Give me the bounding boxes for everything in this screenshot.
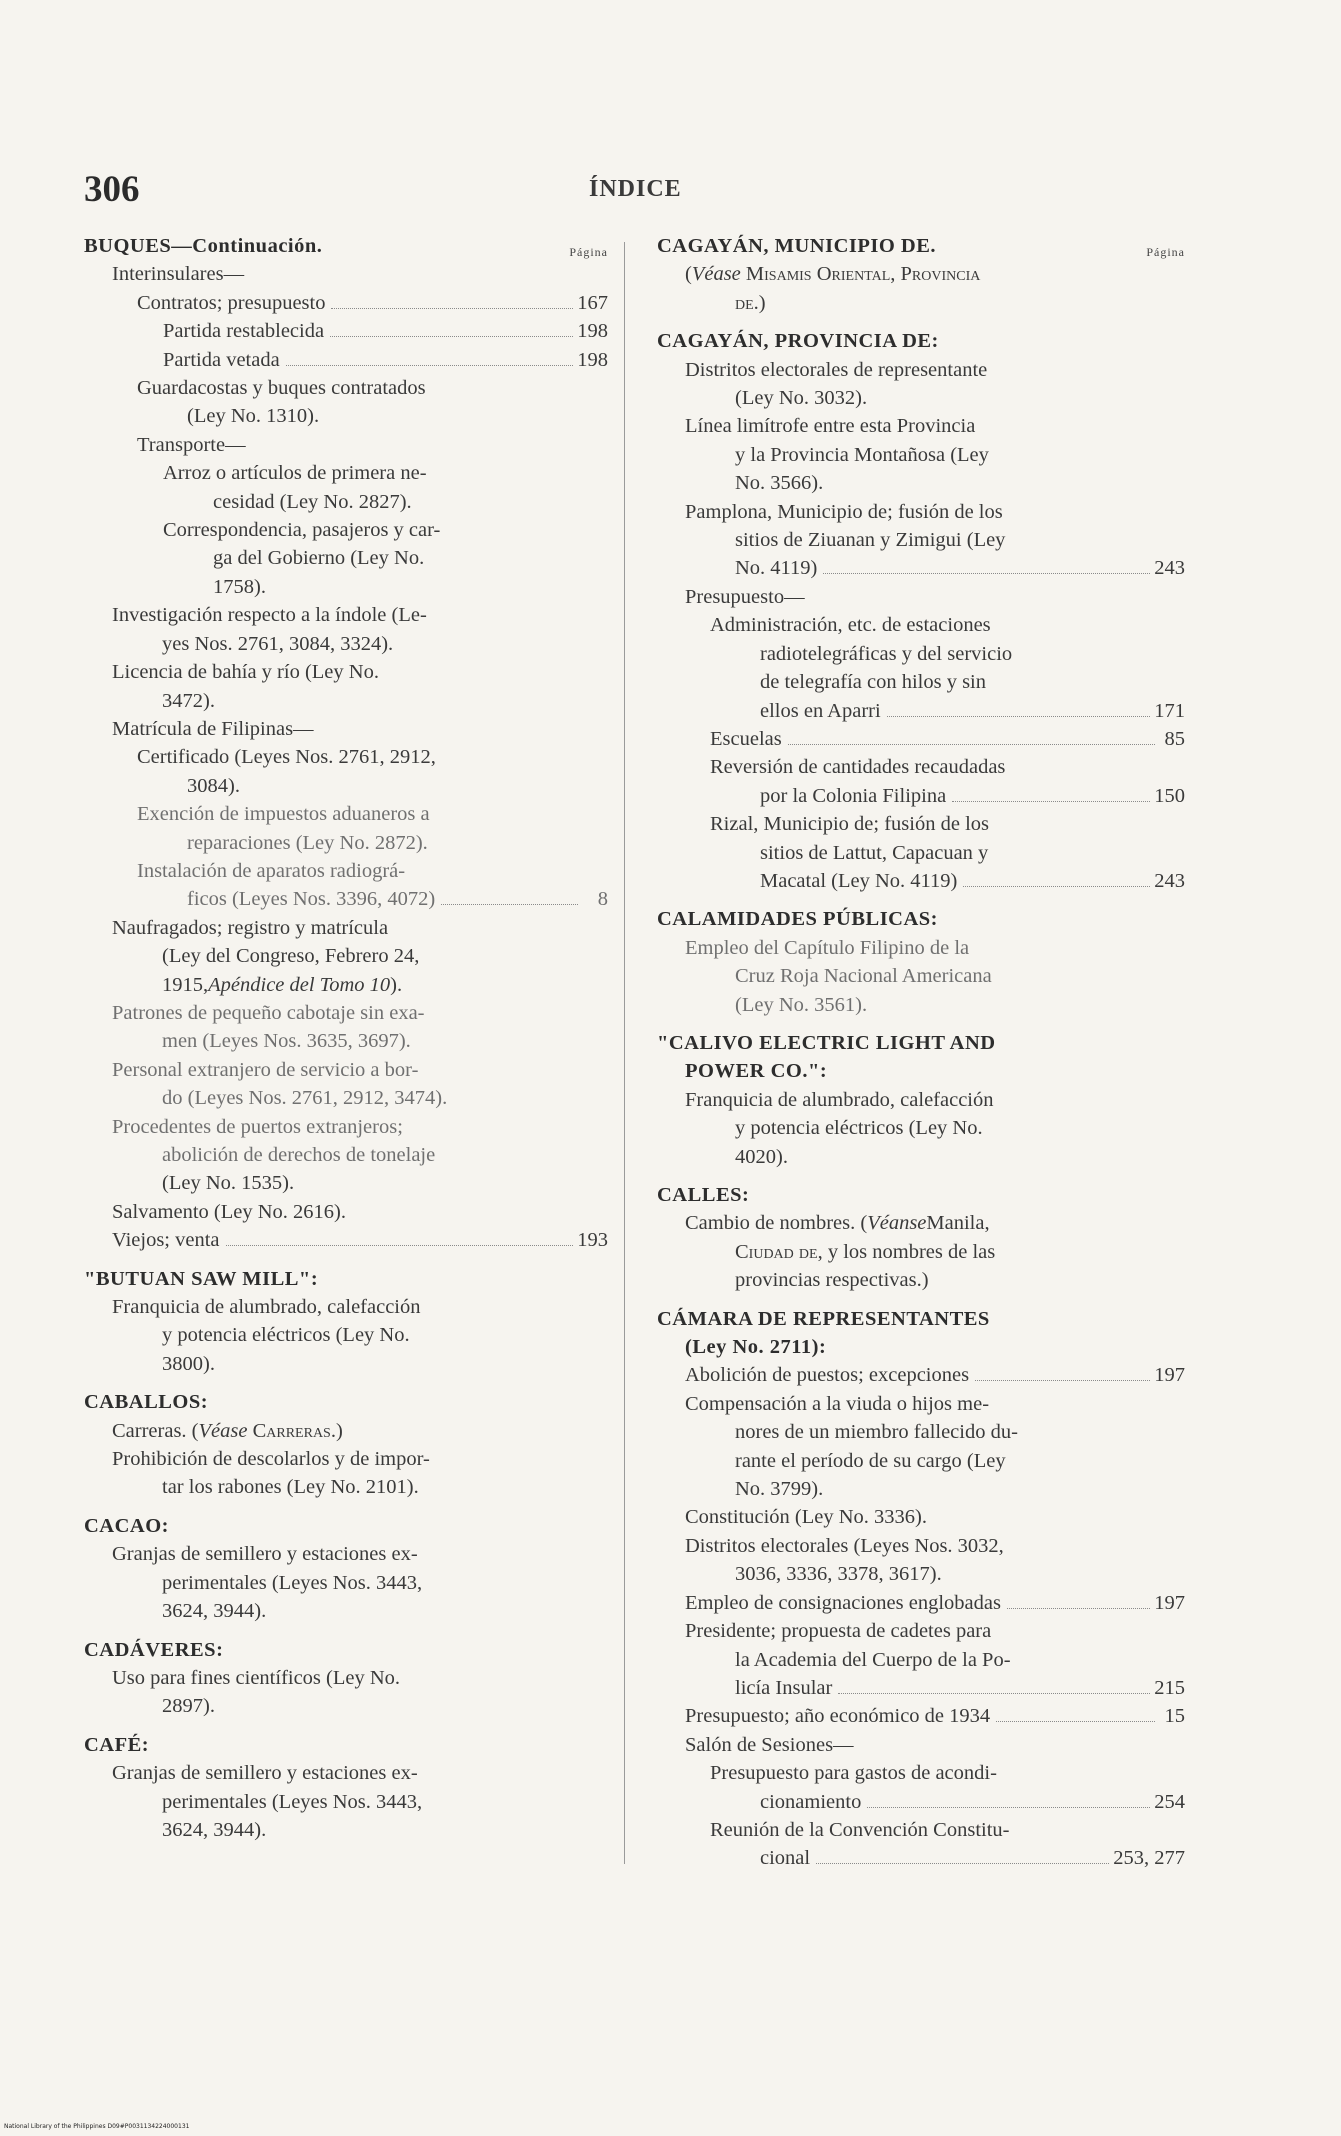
- page-ref: 197: [1154, 1364, 1185, 1387]
- index-entry: Certificado (Leyes Nos. 2761, 2912,: [137, 746, 436, 769]
- page-number: 306: [84, 169, 140, 210]
- index-entry: Licencia de bahía y río (Ley No.: [112, 661, 379, 684]
- index-entry: Salón de Sesiones—: [685, 1733, 854, 1756]
- page-ref: 171: [1154, 699, 1185, 722]
- index-entry: Compensación a la viuda o hijos me-: [685, 1392, 990, 1415]
- index-entry: Uso para fines científicos (Ley No.: [112, 1666, 401, 1689]
- index-entry: Patrones de pequeño cabotaje sin exa-: [112, 1001, 425, 1024]
- left-column: Página BUQUES—Continuación. Interinsulares— Contratos; presupuesto 167 Partida restablecida 198 Partida vetada 198 Guardacostas y buques contratados (Ley No. 1310). Transporte— Arroz o artículos de primera ne- cesidad (Ley No. 2827). Correspondencia, pasajeros y car- ga del Gobierno (Ley No. 1758). Investigación respecto a la índole (Le- yes Nos. 2761, 3084, 3324). Licencia de bahía y río (Ley No. 3472). Matrícula de Filipinas— Certificado (Leyes Nos. 2761, 2912, 3084). Exención de impuestos aduaneros a reparaciones (Ley No. 2872). Instalación de aparatos radiográ- ficos (Leyes Nos. 3396, 4072) 8 Naufragados; registro y matrícula (Ley del Congreso, Febrero 24, 1915, Apéndice del Tomo 10 ). Patrones de pequeño cabotaje sin exa- men (Leyes Nos. 3635, 3697). Personal extranjero de servicio a bor- do (Leyes Nos. 2761, 2912, 3474). Procedentes de puertos extranjeros; abolición de derechos de tonelaje (Ley No. 1535). Salvamento (Ley No. 2616). Viejos; venta 193 "BUTUAN SAW MILL": Franquicia de alumbrado, calefacción y potencia eléctricos (Ley No. 3800). CABALLOS: Carreras. ( Véase Carreras .) Prohibición de descolarlos y de impor- tar los rabones (Ley No. 2101). CACAO: Granjas de semillero y estaciones ex- perimentales (Leyes Nos. 3443, 3624, 3944). CADÁVERES: Uso para fines científicos (Ley No. 2897). CAFÉ: Granjas de semillero y estaciones ex- perimentales (Leyes Nos. 3443, 3624, 3944).: [84, 232, 608, 1844]
- index-heading: CADÁVERES:: [84, 1638, 224, 1661]
- index-heading: "BUTUAN SAW MILL":: [84, 1267, 319, 1290]
- page-ref: 15: [1164, 1705, 1185, 1728]
- index-entry: Guardacostas y buques contratados: [137, 377, 426, 400]
- index-entry: Matrícula de Filipinas—: [112, 717, 314, 740]
- page-ref: 150: [1154, 784, 1185, 807]
- index-entry: Investigación respecto a la índole (Le-: [112, 604, 427, 627]
- index-heading: BUQUES—Continuación.: [84, 235, 323, 257]
- page-ref: 215: [1154, 1676, 1185, 1699]
- index-entry: Procedentes de puertos extranjeros;: [112, 1115, 403, 1138]
- index-entry: Partida vetada 198: [84, 346, 608, 374]
- index-entry: Distritos electorales de representante: [685, 358, 988, 381]
- index-entry: Presidente; propuesta de cadetes para: [685, 1620, 992, 1643]
- index-entry: Franquicia de alumbrado, calefacción: [685, 1088, 994, 1111]
- index-entry: Personal extranjero de servicio a bor-: [112, 1058, 419, 1081]
- page-header: [84, 168, 1184, 218]
- index-entry: Instalación de aparatos radiográ-: [137, 859, 406, 882]
- index-entry: Prohibición de descolarlos y de impor-: [112, 1448, 430, 1471]
- page-ref: 253, 277: [1113, 1847, 1185, 1870]
- index-entry: Granjas de semillero y estaciones ex-: [112, 1543, 418, 1566]
- index-heading: CAGAYÁN, MUNICIPIO DE.: [657, 235, 937, 257]
- index-entry: Abolición de puestos; excepciones 197: [657, 1361, 1185, 1389]
- page-ref: 254: [1154, 1790, 1185, 1813]
- index-entry: Granjas de semillero y estaciones ex-: [112, 1762, 418, 1785]
- index-heading: CAGAYÁN, PROVINCIA DE:: [657, 330, 939, 353]
- index-entry: Reversión de cantidades recaudadas: [710, 756, 1006, 779]
- index-entry: Reunión de la Convención Constitu-: [710, 1818, 1010, 1841]
- index-entry: Salvamento (Ley No. 2616).: [112, 1200, 346, 1223]
- index-entry: ( Véase Misamis Oriental, Provincia: [685, 263, 981, 286]
- index-entry: Viejos; venta 193: [84, 1226, 608, 1254]
- page-ref: 243: [1154, 869, 1185, 892]
- pagina-label: Página: [1146, 245, 1185, 259]
- index-entry: Partida restablecida 198: [84, 317, 608, 345]
- index-entry: Carreras. ( Véase Carreras .): [112, 1419, 343, 1442]
- index-entry: Administración, etc. de estaciones: [710, 614, 991, 637]
- page-ref: 198: [577, 348, 608, 371]
- index-heading: CABALLOS:: [84, 1391, 209, 1414]
- index-entry: Empleo del Capítulo Filipino de la: [685, 936, 970, 959]
- scan-footer: National Library of the Philippines D09#P0031134224000131: [4, 2123, 190, 2130]
- index-entry: Distritos electorales (Leyes Nos. 3032,: [685, 1534, 1004, 1557]
- index-heading: CAFÉ:: [84, 1733, 150, 1756]
- page-ref: 198: [577, 320, 608, 343]
- column-divider: [624, 242, 625, 1864]
- index-entry: Transporte—: [137, 433, 246, 456]
- index-entry: Franquicia de alumbrado, calefacción: [112, 1296, 421, 1319]
- page-ref: 243: [1154, 557, 1185, 580]
- index-entry: Interinsulares—: [112, 263, 245, 286]
- index-entry: Contratos; presupuesto 167: [84, 289, 608, 317]
- page-ref: 197: [1154, 1591, 1185, 1614]
- index-entry: Exención de impuestos aduaneros a: [137, 803, 430, 826]
- page-ref: 193: [577, 1229, 608, 1252]
- index-entry: Rizal, Municipio de; fusión de los: [710, 813, 989, 836]
- index-heading: CACAO:: [84, 1514, 169, 1537]
- index-heading: "CALIVO ELECTRIC LIGHT AND: [657, 1031, 996, 1054]
- index-heading: CALLES:: [657, 1184, 750, 1206]
- index-entry: Constitución (Ley No. 3336).: [685, 1506, 927, 1529]
- page-ref: 85: [1164, 727, 1185, 750]
- index-heading: CÁMARA DE REPRESENTANTES: [657, 1307, 990, 1330]
- index-entry: Empleo de consignaciones englobadas 197: [657, 1589, 1185, 1617]
- page-ref: 167: [577, 291, 608, 314]
- page-ref: 8: [597, 888, 608, 911]
- running-title: ÍNDICE: [589, 176, 682, 202]
- index-entry: Escuelas 85: [657, 725, 1185, 753]
- index-entry: Arroz o artículos de primera ne-: [163, 462, 427, 485]
- index-entry: Presupuesto; año económico de 1934 15: [657, 1702, 1185, 1730]
- index-entry: Presupuesto para gastos de acondi-: [710, 1762, 997, 1785]
- index-heading: CALAMIDADES PÚBLICAS:: [657, 908, 939, 931]
- index-entry: Línea limítrofe entre esta Provincia: [685, 415, 976, 438]
- index-entry: Pamplona, Municipio de; fusión de los: [685, 500, 1003, 523]
- index-entry: Correspondencia, pasajeros y car-: [163, 519, 441, 542]
- index-entry: Naufragados; registro y matrícula: [112, 916, 389, 939]
- right-column: Página CAGAYÁN, MUNICIPIO DE. ( Véase Misamis Oriental, Provincia de.) CAGAYÁN, PROVINCIA DE: Distritos electorales de representante (Ley No. 3032). Línea limítrofe entre esta Provincia y la Provincia Montañosa (Ley No. 3566). Pamplona, Municipio de; fusión de los sitios de Ziuanan y Zimigui (Ley No. 4119) 243 Presupuesto— Administración, etc. de estaciones radiotelegráficas y del servicio de telegrafía con hilos y sin ellos en Aparri 171 Escuelas 85 Reversión de cantidades recaudadas por la Colonia Filipina 150 Rizal, Municipio de; fusión de los sitios de Lattut, Capacuan y Macatal (Ley No. 4119) 243 CALAMIDADES PÚBLICAS: Empleo del Capítulo Filipino de la Cruz Roja Nacional Americana (Ley No. 3561). "CALIVO ELECTRIC LIGHT AND POWER CO.": Franquicia de alumbrado, calefacción y potencia eléctricos (Ley No. 4020). CALLES: Cambio de nombres. ( Véanse Manila, Ciudad de , y los nombres de las provincias respectivas.) CÁMARA DE REPRESENTANTES (Ley No. 2711): Abolición de puestos; excepciones 197 Compensación a la viuda o hijos me- nores de un miembro fallecido du- rante el período de su cargo (Ley No. 3799). Constitución (Ley No. 3336). Distritos electorales (Leyes Nos. 3032, 3036, 3336, 3378, 3617). Empleo de consignaciones englobadas 197 Presidente; propuesta de cadetes para la Academia del Cuerpo de la Po- licía Insular 215 Presupuesto; año económico de 1934 15 Salón de Sesiones— Presupuesto para gastos de acondi- cionamiento 254 Reunión de la Convención Constitu- cional 253, 277: [657, 232, 1185, 1873]
- pagina-label: Página: [569, 245, 608, 259]
- index-entry: Cambio de nombres. ( Véanse Manila,: [685, 1212, 990, 1235]
- index-entry: Presupuesto—: [685, 585, 805, 608]
